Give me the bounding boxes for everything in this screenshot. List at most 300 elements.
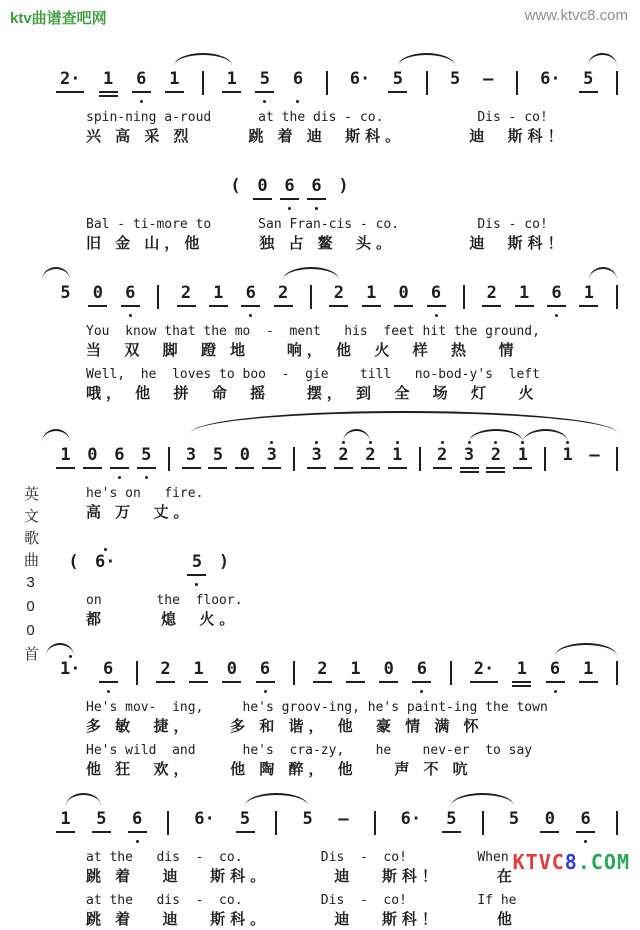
beam-underline — [388, 467, 407, 469]
octave-dot — [145, 476, 148, 479]
note-token — [260, 653, 271, 694]
barline — [463, 285, 465, 309]
octave-dot — [315, 441, 318, 444]
note-text: 6· — [95, 552, 116, 572]
system-4 — [56, 639, 622, 694]
octave-dot — [263, 100, 266, 103]
beam-underline — [394, 305, 413, 307]
octave-dot — [396, 441, 399, 444]
beam-underline — [442, 831, 461, 833]
octave-dot — [264, 690, 267, 693]
barline — [450, 661, 452, 685]
tie-slur-arc — [451, 793, 514, 806]
barline — [310, 285, 312, 309]
note-token — [60, 653, 80, 694]
logo-part: KTVC — [512, 850, 565, 874]
lyrics-english: on the floor. — [86, 593, 243, 608]
note-token — [311, 170, 322, 211]
note-text: 2 — [317, 659, 328, 679]
note-token — [87, 439, 98, 480]
note-token — [333, 277, 344, 318]
note-text: 0 — [92, 283, 103, 303]
note-token — [292, 63, 303, 104]
note-text: 5 — [302, 809, 313, 829]
note-token — [486, 277, 497, 318]
note-text: 2· — [473, 659, 495, 679]
note-text: 1 — [583, 659, 594, 679]
lyric-block — [86, 742, 622, 780]
note-token — [169, 63, 180, 104]
barline — [293, 447, 295, 471]
note-token — [226, 653, 237, 694]
note-token — [580, 803, 591, 844]
note-text: 1 — [226, 69, 237, 89]
lyric-block — [86, 592, 622, 630]
barline — [157, 285, 159, 309]
note-token — [92, 277, 103, 318]
note-text: 6 — [136, 69, 147, 89]
lyric-block — [86, 323, 622, 361]
beam-underline — [280, 198, 299, 200]
tie-slur-arc — [588, 53, 617, 66]
barline — [168, 447, 170, 471]
beam-underline — [187, 574, 206, 576]
note-token — [544, 803, 555, 844]
note-text: 5 — [392, 69, 403, 89]
note-text: 1 — [213, 283, 224, 303]
lyrics-english: he's on fire. — [86, 486, 204, 501]
beam-underline — [274, 305, 293, 307]
note-text: 6 — [292, 69, 304, 89]
note-text: 5 — [191, 552, 203, 572]
lyrics-english: You know that the mo - ment his feet hit the ground, — [86, 324, 540, 339]
note-text: ) — [338, 176, 349, 196]
beam-underline — [579, 681, 598, 683]
tie-slur-arc — [66, 793, 102, 806]
note-text: 5 — [508, 809, 520, 829]
barline — [616, 661, 618, 685]
barline — [293, 661, 295, 685]
note-token — [160, 653, 171, 694]
system-2 — [56, 263, 622, 318]
tie-slur-arc — [46, 643, 74, 656]
octave-dot — [270, 441, 273, 444]
beam-underline — [56, 831, 75, 833]
note-text: 1 — [366, 283, 377, 303]
note-token — [186, 439, 197, 480]
beam-underline — [460, 471, 479, 473]
note-text: 6 — [245, 283, 256, 303]
note-text: 6· — [540, 69, 561, 89]
lyrics-chinese: 他 狂 欢， 他 陶 醉， 他 声 不 吭 — [86, 761, 473, 778]
note-text: 2 — [490, 445, 502, 465]
tie-slur-arc — [555, 643, 617, 656]
note-text: 6 — [125, 283, 136, 303]
beam-underline — [427, 305, 446, 307]
note-token — [114, 439, 125, 480]
note-text: 2 — [436, 445, 448, 465]
note-text: 3 — [185, 445, 197, 465]
octave-dot — [140, 100, 143, 103]
note-token — [431, 277, 442, 318]
beam-underline — [379, 681, 398, 683]
lyrics-chinese: 多 敏 捷， 多 和 谐， 他 豪 情 满 怀 — [86, 718, 484, 735]
note-token — [136, 63, 147, 104]
note-text: 6· — [400, 809, 422, 829]
note-text: 2 — [338, 445, 349, 465]
note-text: ) — [218, 552, 230, 572]
beam-underline — [110, 467, 129, 469]
note-token — [338, 803, 349, 844]
note-text: 2 — [160, 659, 171, 679]
octave-dot — [554, 690, 557, 693]
octave-dot — [107, 690, 110, 693]
note-text: 6· — [349, 69, 371, 89]
octave-dot — [136, 840, 139, 843]
ktvc8-watermark-logo[interactable] — [513, 850, 630, 874]
beam-underline — [222, 91, 241, 93]
note-token — [68, 546, 79, 587]
octave-dot — [420, 690, 423, 693]
tie-slur-arc — [283, 267, 339, 280]
note-text: 6 — [259, 659, 271, 679]
beam-underline — [546, 681, 565, 683]
tie-slur-arc — [174, 53, 231, 66]
octave-dot — [315, 207, 318, 210]
beam-underline — [99, 91, 118, 93]
beam-underline — [253, 198, 272, 200]
beam-underline — [313, 681, 332, 683]
note-text: ( — [230, 176, 241, 196]
note-text: — — [589, 445, 600, 465]
note-text: 1 — [583, 283, 594, 303]
grace-notes-row — [226, 156, 622, 211]
note-text: 6· — [194, 809, 215, 829]
lyrics-chinese: 都 熄 火。 — [86, 611, 240, 628]
lyrics-chinese: 跳 着 迪 斯科。 迪 斯科！ 他 — [86, 911, 517, 928]
beam-underline — [83, 467, 102, 469]
beam-underline — [470, 681, 498, 683]
note-token — [60, 277, 71, 318]
note-text: 5 — [212, 445, 224, 465]
octave-dot — [118, 476, 121, 479]
beam-underline — [334, 467, 353, 469]
lyrics-english: spin-ning a-roud at the dis - co. Dis - co! — [86, 110, 548, 125]
note-text: 2· — [60, 69, 81, 89]
beam-underline — [515, 305, 534, 307]
note-token — [583, 63, 594, 104]
beam-underline — [182, 467, 201, 469]
note-token — [60, 63, 80, 104]
barline — [616, 285, 618, 309]
beam-underline — [241, 305, 260, 307]
beam-underline — [547, 305, 566, 307]
tie-slur-arc — [245, 793, 308, 806]
beam-underline — [460, 467, 479, 469]
beam-underline — [512, 685, 531, 687]
note-token — [517, 439, 528, 480]
note-text: ( — [68, 552, 79, 572]
octave-dot — [195, 583, 198, 586]
note-text: 6 — [580, 809, 591, 829]
note-token — [483, 63, 494, 104]
beam-underline — [540, 831, 559, 833]
note-token — [213, 277, 224, 318]
beam-underline — [235, 467, 254, 469]
note-token — [240, 803, 251, 844]
beam-underline — [92, 831, 111, 833]
note-token — [338, 170, 349, 211]
barline — [202, 71, 204, 95]
note-text: 1 — [519, 283, 530, 303]
barline — [616, 811, 618, 835]
note-token — [583, 277, 594, 318]
note-text: — — [483, 69, 494, 89]
lyrics-chinese: 哦， 他 拼 命 摇 摆， 到 全 场 灯 火 — [86, 385, 539, 402]
beam-underline — [156, 681, 175, 683]
beam-underline — [513, 467, 532, 469]
note-text: 5 — [141, 445, 152, 465]
beam-underline — [99, 95, 118, 97]
note-text: 6 — [114, 445, 125, 465]
lyrics-chinese: 兴 高 采 烈 跳 着 迪 斯科。 迪 斯科！ — [86, 128, 568, 145]
lyrics-chinese: 当 双 脚 蹬 地 响， 他 火 样 热 情 — [86, 342, 519, 359]
note-text: — — [338, 809, 349, 829]
note-token — [125, 277, 136, 318]
note-text: 5 — [60, 283, 71, 303]
barline — [616, 71, 618, 95]
note-text: 1 — [60, 445, 71, 465]
note-token — [509, 803, 520, 844]
note-token — [132, 803, 143, 844]
note-text: 6 — [430, 283, 442, 303]
note-token — [257, 170, 268, 211]
note-token — [490, 439, 501, 480]
note-token — [302, 803, 313, 844]
note-text: 0 — [257, 176, 268, 196]
note-text: 2 — [365, 445, 376, 465]
note-token — [392, 63, 403, 104]
system-1 — [56, 49, 622, 104]
note-token — [191, 546, 202, 587]
beam-underline — [486, 471, 505, 473]
barline — [516, 71, 518, 95]
beam-underline — [137, 467, 156, 469]
octave-dot — [296, 100, 299, 103]
beam-underline — [121, 305, 140, 307]
note-token — [350, 63, 370, 104]
beam-underline — [56, 467, 75, 469]
note-text: 1 — [60, 809, 71, 829]
site-name[interactable]: ktv曲谱查吧网 — [10, 10, 107, 27]
note-token — [562, 439, 573, 480]
note-text: 2 — [333, 283, 344, 303]
note-text: 2 — [278, 283, 289, 303]
beam-underline — [346, 681, 365, 683]
octave-dot — [555, 314, 558, 317]
note-token — [230, 170, 241, 211]
note-text: 6 — [103, 659, 114, 679]
note-text: 0 — [383, 659, 394, 679]
note-token — [519, 277, 530, 318]
tie-slur-arc — [398, 53, 455, 66]
note-text: 5 — [450, 69, 461, 89]
score — [56, 40, 622, 930]
note-text: 0 — [544, 809, 555, 829]
note-token — [239, 439, 250, 480]
beam-underline — [189, 681, 208, 683]
note-token — [583, 653, 594, 694]
barline — [326, 71, 328, 95]
lyric-block — [86, 216, 622, 254]
beam-underline — [128, 831, 147, 833]
note-token — [245, 277, 256, 318]
lyric-block — [86, 699, 622, 737]
lyrics-english: Bal - ti-more to San Fran-cis - co. Dis - co! — [86, 217, 548, 232]
note-text: 3 — [463, 445, 475, 465]
note-token — [401, 803, 421, 844]
note-token — [96, 803, 107, 844]
beam-underline — [307, 198, 326, 200]
note-text: 6 — [284, 176, 295, 196]
beam-underline — [329, 305, 348, 307]
note-text: 1 — [392, 445, 403, 465]
note-text: 0 — [398, 283, 409, 303]
beam-underline — [361, 467, 380, 469]
beam-underline — [208, 467, 227, 469]
note-token — [474, 653, 494, 694]
note-text: 1 — [169, 69, 180, 89]
note-token — [266, 439, 277, 480]
beam-underline — [236, 831, 255, 833]
note-token — [550, 653, 561, 694]
tie-slur-arc — [42, 429, 70, 442]
beam-underline — [412, 681, 431, 683]
lyrics-english: at the dis - co. Dis - co! When — [86, 850, 509, 865]
beam-underline — [486, 467, 505, 469]
beam-underline — [99, 681, 118, 683]
octave-dot — [104, 548, 107, 551]
note-text: 0 — [87, 445, 98, 465]
lyric-block — [86, 366, 622, 404]
beam-underline — [56, 91, 84, 93]
barline — [419, 447, 421, 471]
note-token — [540, 63, 560, 104]
note-token — [103, 653, 114, 694]
note-token — [259, 63, 270, 104]
note-token — [398, 277, 409, 318]
tie-slur-arc — [42, 267, 70, 280]
note-token — [317, 653, 328, 694]
note-token — [589, 439, 600, 480]
beam-underline — [307, 467, 326, 469]
system-3 — [56, 413, 622, 480]
note-text: 6 — [132, 809, 143, 829]
tie-slur-arc — [589, 267, 617, 280]
note-text: 1 — [562, 445, 573, 465]
octave-dot — [584, 840, 587, 843]
lyrics-english: at the dis - co. Dis - co! If he — [86, 893, 517, 908]
beam-underline — [579, 305, 598, 307]
note-text: 0 — [226, 659, 237, 679]
note-token — [350, 653, 361, 694]
note-token — [450, 63, 461, 104]
note-token — [226, 63, 237, 104]
note-token — [193, 653, 204, 694]
barline — [426, 71, 428, 95]
note-text: 1 — [516, 659, 527, 679]
note-token — [383, 653, 394, 694]
note-token — [218, 546, 229, 587]
note-text: 5 — [96, 809, 107, 829]
lyrics-english: He's wild and he's cra-zy, he nev-er to say — [86, 743, 533, 758]
note-token — [464, 439, 475, 480]
note-token — [141, 439, 152, 480]
lyrics-english: He's mov- ing, he's groov-ing, he's paint-ing the town — [86, 700, 548, 715]
lyrics-chinese: 跳 着 迪 斯科。 迪 斯科！ 在 — [86, 868, 517, 885]
songbook-vertical-label: 英文歌曲300首 — [22, 486, 39, 668]
note-token — [366, 277, 377, 318]
note-token — [103, 63, 114, 104]
logo-part: 8 — [564, 850, 578, 874]
octave-dot — [129, 314, 132, 317]
note-token — [212, 439, 223, 480]
note-token — [311, 439, 322, 480]
beam-underline — [262, 467, 281, 469]
note-token — [365, 439, 376, 480]
barline — [167, 811, 169, 835]
beam-underline — [209, 305, 228, 307]
note-text: 1 — [350, 659, 361, 679]
lyric-block — [86, 109, 622, 147]
logo-part: .COM — [577, 850, 630, 874]
note-token — [95, 546, 115, 587]
note-text: 1· — [60, 659, 81, 679]
note-token — [551, 277, 562, 318]
note-token — [194, 803, 214, 844]
beam-underline — [255, 91, 274, 93]
note-text: 6 — [551, 283, 562, 303]
grace-notes-row — [64, 532, 622, 587]
note-text: 2 — [180, 283, 192, 303]
beam-underline — [433, 467, 452, 469]
lyrics-chinese: 旧 金 山，他 独 占 鳌 头。 迪 斯科！ — [86, 235, 568, 252]
barline — [616, 447, 618, 471]
octave-dot — [435, 314, 438, 317]
barline — [136, 661, 138, 685]
note-token — [284, 170, 295, 211]
lyrics-english: Well, he loves to boo - gie till no-bod-y's left — [86, 367, 540, 382]
site-url-link[interactable]: www.ktvc8.com — [524, 7, 628, 24]
note-text: 5 — [446, 809, 457, 829]
beam-underline — [482, 305, 501, 307]
note-token — [181, 277, 192, 318]
note-text: 2 — [486, 283, 497, 303]
note-text: 6 — [416, 659, 427, 679]
note-token — [278, 277, 289, 318]
note-token — [60, 439, 71, 480]
barline — [544, 447, 546, 471]
lyrics-chinese: 高 万 丈。 — [86, 504, 194, 521]
note-token — [516, 653, 527, 694]
beam-underline — [576, 831, 595, 833]
barline — [374, 811, 376, 835]
note-text: 6 — [311, 176, 322, 196]
note-token — [437, 439, 448, 480]
note-text: 1 — [517, 445, 528, 465]
octave-dot — [249, 314, 252, 317]
beam-underline — [362, 305, 381, 307]
